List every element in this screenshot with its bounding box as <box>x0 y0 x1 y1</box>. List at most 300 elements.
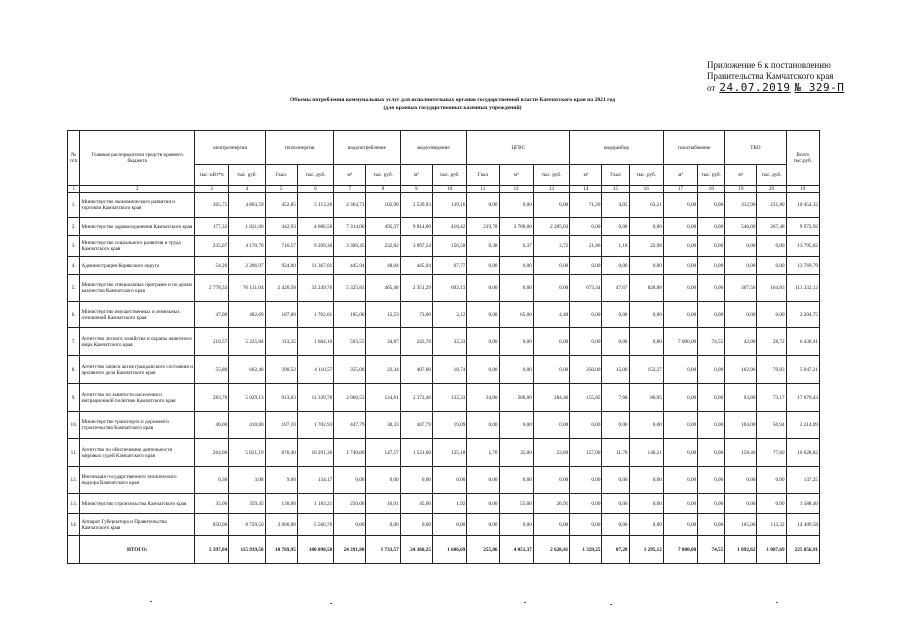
row-value: 23,89 <box>533 439 569 467</box>
row-value: 0,00 <box>467 412 499 439</box>
row-value: 5 325,83 <box>334 275 366 302</box>
row-value: 0,00 <box>467 302 499 328</box>
row-value: 147,57 <box>366 439 400 467</box>
header-unit: тыс. руб. <box>366 165 400 186</box>
row-value: 35,00 <box>499 439 533 467</box>
header-unit: Гкал <box>602 165 629 186</box>
header-unit: м³ <box>725 165 757 186</box>
row-value: 124,61 <box>366 384 400 412</box>
row-name: Министерство здравоохранения Камчатского края <box>80 218 194 236</box>
row-value: 67,77 <box>432 257 466 275</box>
total-value: 24 360,25 <box>400 536 432 564</box>
row-value: 187,00 <box>265 302 297 328</box>
row-value: 9 973,92 <box>786 218 819 236</box>
row-value: 5 113,26 <box>297 193 333 218</box>
row-value: 0,00 <box>602 328 629 356</box>
row-value: 6 430,41 <box>786 328 819 356</box>
row-value: 0,00 <box>629 302 663 328</box>
row-value: 155,85 <box>570 384 602 412</box>
row-value: 3,12 <box>432 302 466 328</box>
row-value: 452,85 <box>265 193 297 218</box>
header-unit: тыс. руб. <box>229 165 265 186</box>
row-number: 2. <box>68 218 80 236</box>
row-value: 113,32 <box>757 514 786 536</box>
row-value: 158,40 <box>725 439 757 467</box>
table-row <box>68 257 820 275</box>
row-value: 0,00 <box>570 467 602 494</box>
row-value: 2 204,75 <box>786 302 819 328</box>
total-value: 87,28 <box>602 536 629 564</box>
row-value: 0,00 <box>499 467 533 494</box>
row-value: 0,00 <box>698 494 725 514</box>
header-unit: тыс. руб. <box>432 165 466 186</box>
row-value: 692,13 <box>432 275 466 302</box>
row-value: 0,00 <box>432 467 466 494</box>
row-name: Министерство имущественных и земельных отношений Камчатского края <box>80 302 194 328</box>
row-value: 0,00 <box>698 356 725 384</box>
row-value: 4,05 <box>602 193 629 218</box>
row-value: 0,00 <box>467 356 499 384</box>
row-number: 5. <box>68 275 80 302</box>
row-value: 8 729,50 <box>229 514 265 536</box>
row-value: 876,40 <box>265 439 297 467</box>
row-value: 1 702,01 <box>297 302 333 328</box>
row-value: 47,67 <box>602 275 629 302</box>
row-value: 162,96 <box>725 356 757 384</box>
row-value: 2 539,93 <box>400 193 432 218</box>
document-title <box>170 96 735 112</box>
row-value: 0,00 <box>602 218 629 236</box>
row-value: 3 097,54 <box>400 236 432 257</box>
header-unit: тыс. руб. <box>297 165 333 186</box>
row-value: 924,00 <box>265 257 297 275</box>
row-value: 55,00 <box>499 494 533 514</box>
row-value: 14 409,58 <box>786 514 819 536</box>
row-value: 593,55 <box>334 328 366 356</box>
row-value: 0,38 <box>467 236 499 257</box>
scan-speck <box>150 601 152 602</box>
row-value: 390,52 <box>265 356 297 384</box>
row-value: 0,00 <box>533 356 569 384</box>
header-unit: тыс. руб. <box>757 165 786 186</box>
row-value: 1 531,60 <box>400 439 432 467</box>
header-num: № п/п <box>68 131 80 186</box>
header-unit: тыс. кВт*ч <box>194 165 228 186</box>
row-value: 0,00 <box>663 467 697 494</box>
row-value: 828,88 <box>629 275 663 302</box>
row-value: 0,00 <box>570 257 602 275</box>
row-value: 264,00 <box>194 439 228 467</box>
row-value: 0,00 <box>757 467 786 494</box>
header-unit: тыс. руб. <box>533 165 569 186</box>
table-row <box>68 275 820 302</box>
row-value: 5 566,76 <box>297 514 333 536</box>
total-value: 7 000,00 <box>663 536 697 564</box>
row-value: 0,00 <box>698 193 725 218</box>
row-value: 2 214,09 <box>786 412 819 439</box>
row-value: 187,10 <box>265 412 297 439</box>
row-value: 312,90 <box>725 193 757 218</box>
row-value: 913,63 <box>265 384 297 412</box>
row-value: 0,00 <box>334 467 366 494</box>
row-value: 34,00 <box>467 384 499 412</box>
header-unit: Гкал <box>467 165 499 186</box>
row-value: 418,42 <box>432 218 466 236</box>
row-value: 355,00 <box>334 356 366 384</box>
row-value: 9 209,30 <box>297 236 333 257</box>
row-value: 2 286,97 <box>229 257 265 275</box>
row-value: 250,00 <box>334 494 366 514</box>
row-value: 0,00 <box>467 467 499 494</box>
row-value: 0,00 <box>698 439 725 467</box>
row-value: 165,00 <box>725 514 757 536</box>
row-value: 0,00 <box>663 302 697 328</box>
row-value: 200,00 <box>499 384 533 412</box>
row-value: 0,00 <box>602 412 629 439</box>
row-value: 2 372,46 <box>400 384 432 412</box>
row-number: 4. <box>68 257 80 275</box>
row-value: 442,93 <box>265 218 297 236</box>
row-value: 716,57 <box>265 236 297 257</box>
row-value: 32,33 <box>432 328 466 356</box>
row-value: 93,80 <box>725 384 757 412</box>
header-group-waste: ТКО <box>725 131 786 165</box>
row-value: 26,91 <box>533 494 569 514</box>
row-value: 0,00 <box>725 302 757 328</box>
column-number: 14 <box>570 186 602 193</box>
row-value: 0,00 <box>663 236 697 257</box>
row-value: 3 700,00 <box>499 218 533 236</box>
row-value: 40,00 <box>194 412 228 439</box>
row-value: 3,72 <box>533 236 569 257</box>
row-value: 113,35 <box>265 328 297 356</box>
row-value: 465,48 <box>366 275 400 302</box>
row-value: 283,70 <box>194 384 228 412</box>
row-value: 0,00 <box>698 275 725 302</box>
row-value: 0,00 <box>698 384 725 412</box>
row-value: 0,00 <box>629 494 663 514</box>
row-name: Агентство по обеспечению деятельности мировых судей Камчатского края <box>80 439 194 467</box>
total-value: 1 606,69 <box>432 536 466 564</box>
row-value: 22,34 <box>366 356 400 384</box>
row-value: 45,00 <box>400 494 432 514</box>
row-value: 5 029,13 <box>229 384 265 412</box>
total-value: 100 090,58 <box>297 536 333 564</box>
scan-speck <box>524 602 526 603</box>
row-value: 0,00 <box>698 467 725 494</box>
row-value: 4 686,56 <box>297 218 333 236</box>
row-value: 2 778,33 <box>194 275 228 302</box>
table-row <box>68 467 820 494</box>
row-number: 8. <box>68 356 80 384</box>
row-value: 359,45 <box>229 494 265 514</box>
total-value: 10 769,95 <box>265 536 297 564</box>
row-value: 0,00 <box>663 257 697 275</box>
row-value: 3 000,00 <box>265 514 297 536</box>
row-value: 243,70 <box>400 328 432 356</box>
table-row <box>68 302 820 328</box>
row-value: 232,82 <box>366 236 400 257</box>
row-value: 17 070,43 <box>786 384 819 412</box>
row-value: 13 769,79 <box>786 257 819 275</box>
row-value: 0,00 <box>757 494 786 514</box>
row-value: 55,80 <box>194 356 228 384</box>
row-value: 210,57 <box>194 328 228 356</box>
row-value: 0,00 <box>698 514 725 536</box>
column-number: 17 <box>663 186 697 193</box>
header-group-hot-water: ЦГВС <box>467 131 570 165</box>
scan-speck <box>330 603 332 604</box>
total-value: 4 051,37 <box>499 536 533 564</box>
row-value: 0,00 <box>602 494 629 514</box>
column-number: 18 <box>698 186 725 193</box>
row-value: 0,00 <box>467 275 499 302</box>
row-value: 267,48 <box>757 218 786 236</box>
header-group-water-supply: водопотребление <box>334 131 401 165</box>
row-name: Агентство записи актов гражданского состояния и архивного дела Камчатского края <box>80 356 194 384</box>
row-value: 22,98 <box>629 236 663 257</box>
row-value: 1 740,00 <box>334 439 366 467</box>
column-number: 19 <box>786 186 819 193</box>
row-value: 0,00 <box>629 467 663 494</box>
header-unit: Гкал. <box>265 165 297 186</box>
row-value: 5 821,19 <box>229 439 265 467</box>
row-value: 250,00 <box>570 356 602 384</box>
row-number: 3. <box>68 236 80 257</box>
row-value: 0,00 <box>499 257 533 275</box>
row-value: 0,00 <box>629 514 663 536</box>
total-blank <box>68 536 80 564</box>
row-value: 0,00 <box>602 467 629 494</box>
row-value: 77,60 <box>757 439 786 467</box>
column-number: 3 <box>194 186 228 193</box>
row-value: 410,80 <box>229 412 265 439</box>
scan-speck <box>610 604 612 605</box>
column-number: 9 <box>400 186 432 193</box>
row-value: 0,00 <box>366 467 400 494</box>
row-value: 235,07 <box>194 236 228 257</box>
row-value: 21,86 <box>570 236 602 257</box>
row-value: 54,20 <box>194 257 228 275</box>
header-unit: м³ <box>570 165 602 186</box>
row-value: 73,17 <box>757 384 786 412</box>
row-value: 42,00 <box>725 328 757 356</box>
row-value: 10 454,32 <box>786 193 819 218</box>
row-value: 673,34 <box>570 275 602 302</box>
row-value: 177,32 <box>194 218 228 236</box>
row-number: 7. <box>68 328 80 356</box>
row-number: 6. <box>68 302 80 328</box>
row-value: 4 803,59 <box>229 193 265 218</box>
table-row <box>68 193 820 218</box>
row-value: 0,00 <box>499 328 533 356</box>
row-value: 0,00 <box>570 494 602 514</box>
total-value: 1 329,25 <box>570 536 602 564</box>
row-value: 35,00 <box>194 494 228 514</box>
row-name: Аппарат Губернатора и Правительства Камчатского края <box>80 514 194 536</box>
row-value: 15,00 <box>602 356 629 384</box>
scan-speck <box>776 602 778 603</box>
header-unit: м³ <box>663 165 697 186</box>
row-value: 5 047,21 <box>786 356 819 384</box>
total-value: 255,86 <box>467 536 499 564</box>
row-value: 1 821,06 <box>229 218 265 236</box>
row-value: 495,37 <box>366 218 400 236</box>
row-name: Министерство специальных программ и по делам казачества Камчатского края <box>80 275 194 302</box>
row-value: 0,00 <box>400 514 432 536</box>
row-value: 0,00 <box>663 275 697 302</box>
column-number: 12 <box>499 186 533 193</box>
row-value: 1,70 <box>467 439 499 467</box>
row-value: 445,94 <box>334 257 366 275</box>
row-value: 4 170,70 <box>229 236 265 257</box>
header-unit: м³ <box>334 165 366 186</box>
header-unit: тыс. руб. <box>629 165 663 186</box>
total-value: 24 391,80 <box>334 536 366 564</box>
header-group-gas: газоснабжение <box>663 131 724 165</box>
table-row <box>68 494 820 514</box>
row-value: 134,17 <box>297 467 333 494</box>
row-value: 10 291,36 <box>297 439 333 467</box>
total-value: 1 733,57 <box>366 536 400 564</box>
row-value: 2 351,29 <box>400 275 432 302</box>
table-row <box>68 328 820 356</box>
row-value: 102,90 <box>366 193 400 218</box>
row-value: 47,00 <box>194 302 228 328</box>
column-number: 6 <box>297 186 333 193</box>
total-value: 5 397,04 <box>194 536 228 564</box>
total-value: 1 087,69 <box>757 536 786 564</box>
row-value: 0,00 <box>698 302 725 328</box>
column-number: 13 <box>533 186 569 193</box>
column-number: 5 <box>265 186 297 193</box>
row-value: 13 795,82 <box>786 236 819 257</box>
row-value: 125,18 <box>432 439 466 467</box>
appendix-dateline <box>707 82 844 94</box>
row-value: 79,83 <box>757 356 786 384</box>
row-value: 0,00 <box>757 236 786 257</box>
row-value: 3 309,45 <box>334 236 366 257</box>
row-value: 1 604,10 <box>297 328 333 356</box>
header-total: Всего тыс.руб. <box>786 131 819 186</box>
row-value: 0,00 <box>334 514 366 536</box>
row-value: 0,00 <box>499 356 533 384</box>
appendix-reference <box>707 60 844 94</box>
row-value: 0,00 <box>629 412 663 439</box>
row-name: Министерство транспорта и дорожного строительства Камчатского края <box>80 412 194 439</box>
row-value: 0,00 <box>663 494 697 514</box>
row-value: 65,00 <box>499 302 533 328</box>
row-value: 18,74 <box>432 356 466 384</box>
row-value: 132,33 <box>432 384 466 412</box>
row-value: 0,00 <box>663 384 697 412</box>
row-value: 6,37 <box>499 236 533 257</box>
header-group-water-draw: водоразбор <box>570 131 664 165</box>
row-value: 0,00 <box>698 257 725 275</box>
row-name: Министерство социального развития и труда Камчатского края <box>80 236 194 257</box>
row-value: 0,00 <box>467 494 499 514</box>
row-value: 0,00 <box>698 412 725 439</box>
row-value: 9 814,00 <box>400 218 432 236</box>
row-value: 7,68 <box>602 384 629 412</box>
header-unit: тыс. руб. <box>698 165 725 186</box>
row-value: 0,00 <box>663 356 697 384</box>
row-value: 73,00 <box>400 302 432 328</box>
row-value: 0,00 <box>757 302 786 328</box>
total-label: ИТОГО: <box>80 536 194 564</box>
row-number: 13. <box>68 494 80 514</box>
header-group-heat: теплоэнергия <box>265 131 334 165</box>
column-number: 16 <box>629 186 663 193</box>
row-value: 284,46 <box>533 384 569 412</box>
row-value: 2 364,73 <box>334 193 366 218</box>
row-value: 157,00 <box>570 439 602 467</box>
column-number: 10 <box>432 186 466 193</box>
row-value: 137,25 <box>786 467 819 494</box>
row-value: 0,00 <box>629 257 663 275</box>
row-value: 0,00 <box>663 439 697 467</box>
row-value: 156,50 <box>432 236 466 257</box>
row-value: 0,00 <box>467 193 499 218</box>
row-value: 0,00 <box>432 514 466 536</box>
row-value: 447,79 <box>334 412 366 439</box>
consumption-table <box>67 130 820 564</box>
column-number: 15 <box>602 186 629 193</box>
row-value: 0,00 <box>499 514 533 536</box>
row-value: 0,00 <box>725 494 757 514</box>
row-value: 139,16 <box>432 193 466 218</box>
row-value: 407,00 <box>400 356 432 384</box>
row-value: 104,00 <box>725 412 757 439</box>
row-value: 33 249,76 <box>297 275 333 302</box>
row-number: 12. <box>68 467 80 494</box>
row-value: 219,78 <box>467 218 499 236</box>
row-value: 0,00 <box>602 302 629 328</box>
table-row <box>68 514 820 536</box>
row-value: 16,91 <box>366 494 400 514</box>
row-value: 7 000,00 <box>663 328 697 356</box>
appendix-from: от <box>707 83 716 93</box>
header-group-electricity: электроэнергия <box>194 131 265 165</box>
row-name: Агентство лесного хозяйства и охраны животного мира Камчатского края <box>80 328 194 356</box>
row-value: 0,00 <box>725 257 757 275</box>
row-number: 14. <box>68 514 80 536</box>
column-number: 7 <box>334 186 366 193</box>
column-number: 1 <box>68 186 80 193</box>
header-name: Главные распорядители средств краевого бюджета <box>80 131 194 186</box>
row-number: 10. <box>68 412 80 439</box>
row-value: 0,00 <box>366 514 400 536</box>
row-value: 19,09 <box>432 412 466 439</box>
table-row <box>68 412 820 439</box>
row-value: 546,00 <box>725 218 757 236</box>
row-value: 0,00 <box>663 218 697 236</box>
total-value: 74,55 <box>698 536 725 564</box>
row-value: 28,72 <box>757 328 786 356</box>
row-value: 0,00 <box>663 193 697 218</box>
row-value: 76 131,04 <box>229 275 265 302</box>
row-value: 63,21 <box>629 193 663 218</box>
row-value: 0,30 <box>194 467 228 494</box>
row-value: 2 426,58 <box>265 275 297 302</box>
row-number: 11. <box>68 439 80 467</box>
row-value: 662,46 <box>229 356 265 384</box>
column-number: 11 <box>467 186 499 193</box>
table-row <box>68 356 820 384</box>
appendix-line-1: Приложение 6 к постановлению <box>707 60 831 70</box>
row-value: 0,00 <box>570 514 602 536</box>
row-value: 0,00 <box>533 193 569 218</box>
